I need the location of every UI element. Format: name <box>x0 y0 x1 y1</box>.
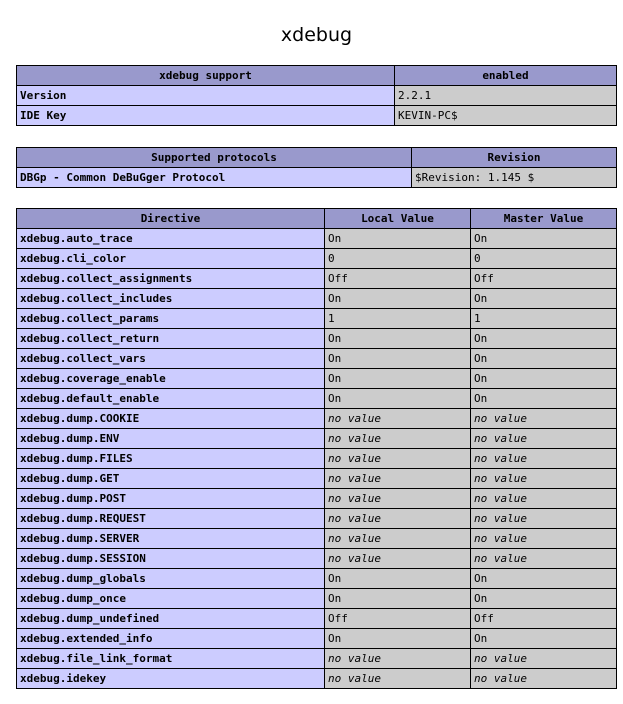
master-value: On <box>471 389 617 409</box>
local-value <box>325 669 471 689</box>
column-header: Local Value <box>325 209 471 229</box>
master-value: 0 <box>471 249 617 269</box>
local-value-text: no value <box>328 552 381 565</box>
master-value-text: no value <box>474 432 527 445</box>
master-value <box>471 509 617 529</box>
local-value: On <box>325 329 471 349</box>
table-row <box>17 329 617 349</box>
row-value: KEVIN-PC$ <box>395 106 617 126</box>
master-value: On <box>471 569 617 589</box>
local-value: 1 <box>325 309 471 329</box>
table-row <box>17 349 617 369</box>
supported-protocols-table <box>16 147 617 188</box>
master-value: Off <box>471 609 617 629</box>
master-value-text: no value <box>474 472 527 485</box>
column-header: Directive <box>17 209 325 229</box>
local-value <box>325 449 471 469</box>
table-row <box>17 168 617 188</box>
directive-name: xdebug.collect_return <box>17 329 325 349</box>
master-value: 1 <box>471 309 617 329</box>
master-value: On <box>471 589 617 609</box>
directive-name: xdebug.file_link_format <box>17 649 325 669</box>
table-row <box>17 669 617 689</box>
master-value <box>471 449 617 469</box>
column-header: xdebug support <box>17 66 395 86</box>
directive-name: xdebug.extended_info <box>17 629 325 649</box>
master-value <box>471 529 617 549</box>
table-row <box>17 409 617 429</box>
directive-name: xdebug.idekey <box>17 669 325 689</box>
master-value: On <box>471 349 617 369</box>
master-value-text: no value <box>474 512 527 525</box>
local-value: On <box>325 389 471 409</box>
table-header-row <box>17 148 617 168</box>
directive-name: xdebug.dump.FILES <box>17 449 325 469</box>
table-row <box>17 469 617 489</box>
table-row <box>17 529 617 549</box>
local-value-text: no value <box>328 672 381 685</box>
table-row <box>17 309 617 329</box>
row-value: $Revision: 1.145 $ <box>412 168 617 188</box>
master-value-text: no value <box>474 412 527 425</box>
local-value <box>325 429 471 449</box>
directive-name: xdebug.auto_trace <box>17 229 325 249</box>
table-row <box>17 629 617 649</box>
directive-name: xdebug.dump.SERVER <box>17 529 325 549</box>
directive-name: xdebug.collect_vars <box>17 349 325 369</box>
local-value <box>325 469 471 489</box>
directive-name: xdebug.dump.GET <box>17 469 325 489</box>
master-value <box>471 649 617 669</box>
local-value <box>325 489 471 509</box>
directive-name: xdebug.dump.ENV <box>17 429 325 449</box>
local-value-text: no value <box>328 472 381 485</box>
local-value: Off <box>325 609 471 629</box>
table-header-row <box>17 209 617 229</box>
row-value: 2.2.1 <box>395 86 617 106</box>
local-value: On <box>325 349 471 369</box>
master-value: On <box>471 369 617 389</box>
directives-table <box>16 208 617 689</box>
local-value-text: no value <box>328 452 381 465</box>
directive-name: xdebug.dump_undefined <box>17 609 325 629</box>
local-value: On <box>325 229 471 249</box>
master-value <box>471 549 617 569</box>
table-row <box>17 429 617 449</box>
local-value-text: no value <box>328 512 381 525</box>
local-value <box>325 409 471 429</box>
local-value-text: no value <box>328 432 381 445</box>
local-value-text: no value <box>328 532 381 545</box>
local-value <box>325 529 471 549</box>
local-value: On <box>325 589 471 609</box>
directive-name: xdebug.dump.COOKIE <box>17 409 325 429</box>
local-value-text: no value <box>328 652 381 665</box>
directive-name: xdebug.collect_assignments <box>17 269 325 289</box>
directive-name: xdebug.collect_params <box>17 309 325 329</box>
table-row <box>17 289 617 309</box>
row-label: IDE Key <box>17 106 395 126</box>
table-row <box>17 589 617 609</box>
table-header-row <box>17 66 617 86</box>
directive-name: xdebug.coverage_enable <box>17 369 325 389</box>
table-row <box>17 549 617 569</box>
directive-name: xdebug.default_enable <box>17 389 325 409</box>
master-value <box>471 469 617 489</box>
local-value: 0 <box>325 249 471 269</box>
local-value <box>325 549 471 569</box>
table-row <box>17 106 617 126</box>
local-value: On <box>325 569 471 589</box>
table-row <box>17 489 617 509</box>
local-value-text: no value <box>328 412 381 425</box>
row-label: DBGp - Common DeBuGger Protocol <box>17 168 412 188</box>
page-title: xdebug <box>280 24 353 46</box>
master-value-text: no value <box>474 672 527 685</box>
master-value-text: no value <box>474 652 527 665</box>
local-value <box>325 649 471 669</box>
column-header: Master Value <box>471 209 617 229</box>
directive-name: xdebug.dump.REQUEST <box>17 509 325 529</box>
column-header: Revision <box>412 148 617 168</box>
table-row <box>17 249 617 269</box>
column-header: Supported protocols <box>17 148 412 168</box>
master-value <box>471 409 617 429</box>
master-value: On <box>471 229 617 249</box>
local-value-text: no value <box>328 492 381 505</box>
row-label: Version <box>17 86 395 106</box>
directive-name: xdebug.dump_globals <box>17 569 325 589</box>
table-row <box>17 389 617 409</box>
master-value-text: no value <box>474 532 527 545</box>
table-row <box>17 269 617 289</box>
master-value <box>471 489 617 509</box>
column-header: enabled <box>395 66 617 86</box>
directive-name: xdebug.collect_includes <box>17 289 325 309</box>
master-value-text: no value <box>474 552 527 565</box>
directive-name: xdebug.dump_once <box>17 589 325 609</box>
table-row <box>17 229 617 249</box>
table-row <box>17 609 617 629</box>
master-value: On <box>471 329 617 349</box>
master-value <box>471 669 617 689</box>
master-value: Off <box>471 269 617 289</box>
local-value: On <box>325 369 471 389</box>
table-row <box>17 86 617 106</box>
master-value <box>471 429 617 449</box>
local-value: On <box>325 289 471 309</box>
directive-name: xdebug.dump.SESSION <box>17 549 325 569</box>
master-value-text: no value <box>474 452 527 465</box>
directive-name: xdebug.cli_color <box>17 249 325 269</box>
table-row <box>17 369 617 389</box>
xdebug-support-table <box>16 65 617 126</box>
local-value <box>325 509 471 529</box>
directive-name: xdebug.dump.POST <box>17 489 325 509</box>
table-row <box>17 449 617 469</box>
local-value: On <box>325 629 471 649</box>
master-value: On <box>471 289 617 309</box>
table-row <box>17 649 617 669</box>
master-value: On <box>471 629 617 649</box>
table-row <box>17 569 617 589</box>
table-row <box>17 509 617 529</box>
master-value-text: no value <box>474 492 527 505</box>
local-value: Off <box>325 269 471 289</box>
